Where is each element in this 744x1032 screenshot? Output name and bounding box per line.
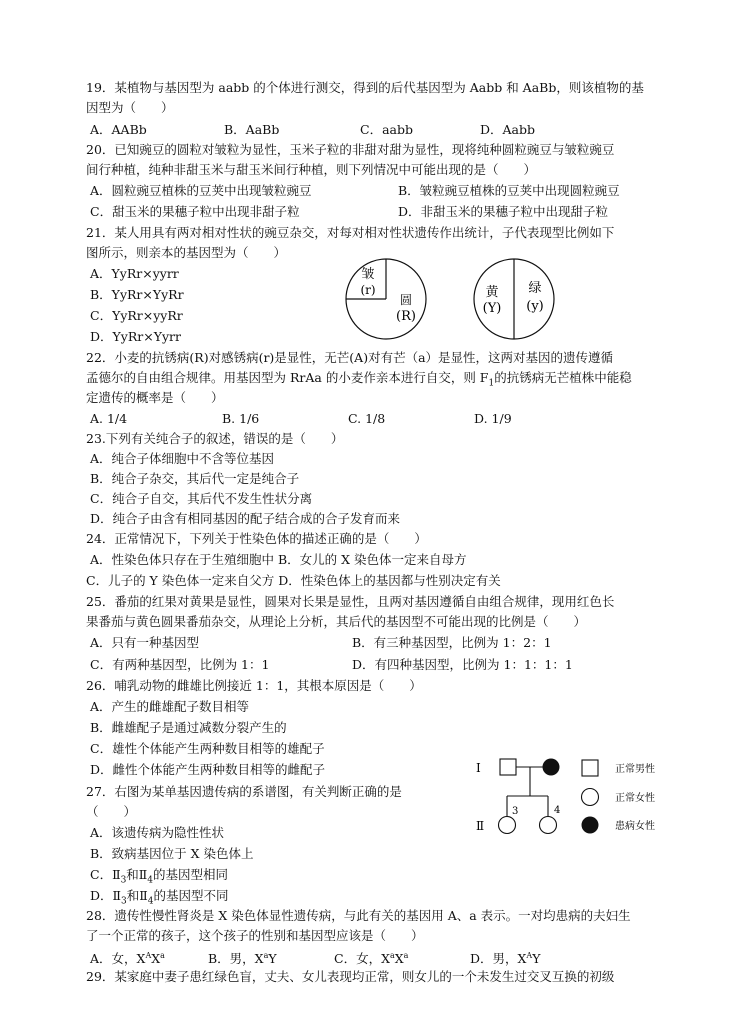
q26-option-a: A．产生的雌雄配子数目相等 bbox=[90, 699, 250, 714]
q24-stem: 24．正常情况下，下列关于性染色体的描述正确的是（ ） bbox=[86, 531, 427, 546]
q19-stem-line2: 因型为（ ） bbox=[86, 100, 174, 115]
q19-option-a: A．AABb bbox=[90, 122, 147, 137]
q28-option-b: B．男，$X^aY$ bbox=[208, 951, 277, 967]
q28-option-d: D．男，$X^AY$ bbox=[470, 951, 541, 967]
legend-normal-female: 正常女性 bbox=[615, 793, 655, 804]
q26-option-b: B．雌雄配子是通过减数分裂产生的 bbox=[90, 720, 287, 735]
q19-option-d: D．Aabb bbox=[480, 122, 536, 137]
q20-option-d: D．非甜玉米的果穗子粒中出现甜子粒 bbox=[398, 204, 609, 219]
q21-pie-charts bbox=[340, 254, 580, 346]
pedigree-num-4: 4 bbox=[554, 805, 561, 816]
pie1-seg2-label: 圆 bbox=[399, 293, 413, 307]
q25-stem-line2: 果番茄与黄色圆果番茄杂交，从理论上分析，其后代的基因型不可能出现的比例是（ ） bbox=[86, 614, 587, 629]
q24-options-ab: A．性染色体只存在于生殖细胞中 B．女儿的 X 染色体一定来自母方 bbox=[90, 552, 467, 567]
q20-option-c: C．甜玉米的果穗子粒中出现非甜子粒 bbox=[90, 204, 300, 219]
pie2-seg2-gene: (y) bbox=[526, 299, 544, 314]
legend-female-symbol bbox=[582, 789, 599, 806]
legend-male-symbol bbox=[582, 760, 598, 776]
q20-option-a: A．圆粒豌豆植株的豆荚中出现皱粒豌豆 bbox=[90, 183, 312, 198]
q27-pedigree bbox=[470, 752, 680, 852]
q25-option-a: A．只有一种基因型 bbox=[90, 635, 200, 650]
legend-affected-symbol bbox=[582, 817, 599, 834]
legend-affected-female: 患病女性 bbox=[615, 821, 655, 832]
pedigree-gen2-label: Ⅱ bbox=[476, 819, 485, 833]
q20-stem-line1: 20．已知豌豆的圆粒对皱粒为显性，玉米子粒的非甜对甜为显性，现将纯种圆粒豌豆与皱粒豌豆 bbox=[86, 142, 615, 157]
q22-stem-line1: 22．小麦的抗锈病(R)对感锈病(r)是显性，无芒(A)对有芒（a）是显性，这两对基因的遗传遵循 bbox=[86, 350, 614, 365]
q25-stem-line1: 25．番茄的红果对黄果是显性，圆果对长果是显性，且两对基因遵循自由组合规律，现用红色长 bbox=[86, 594, 615, 609]
q22-option-b: B. 1/6 bbox=[222, 411, 260, 426]
q20-option-b: B．皱粒豌豆植株的豆荚中出现圆粒豌豆 bbox=[398, 183, 620, 198]
pie2-seg1-gene: (Y) bbox=[482, 301, 502, 316]
q26-option-c: C．雄性个体能产生两种数目相等的雄配子 bbox=[90, 741, 325, 756]
q26-stem: 26．哺乳动物的雌雄比例接近 1：1，其根本原因是（ ） bbox=[86, 678, 422, 693]
legend-normal-male: 正常男性 bbox=[615, 764, 655, 775]
q21-pie2 bbox=[474, 259, 554, 339]
pedigree-ii3-normal-female bbox=[499, 817, 516, 834]
q22-option-a: A. 1/4 bbox=[90, 411, 128, 426]
q20-stem-line2: 间行种植，纯种非甜玉米与甜玉米间行种植，则下列情况中可能出现的是（ ） bbox=[86, 162, 537, 177]
q25-option-d: D．有四种基因型，比例为 1：1：1：1 bbox=[352, 657, 573, 672]
pedigree-num-3: 3 bbox=[512, 806, 519, 817]
q21-option-d: D．YyRr×Yyrr bbox=[90, 329, 181, 344]
q27-option-c: C．$Ⅱ_3$和$Ⅱ_4$的基因型相同 bbox=[90, 867, 229, 886]
q27-stem-line1: 27．右图为某单基因遗传病的系谱图，有关判断正确的是 bbox=[86, 784, 402, 799]
q22-option-c: C. 1/8 bbox=[348, 411, 386, 426]
q23-stem: 23.下列有关纯合子的叙述，错误的是（ ） bbox=[86, 431, 344, 446]
q23-option-c: C．纯合子自交，其后代不发生性状分离 bbox=[90, 491, 313, 506]
q28-option-c: C．女，$X^aX^a$ bbox=[334, 951, 409, 967]
q23-option-b: B．纯合子杂交，其后代一定是纯合子 bbox=[90, 471, 300, 486]
pie1-seg1-label: 皱 bbox=[361, 267, 375, 282]
pie1-seg2-gene: (R) bbox=[396, 309, 416, 324]
q23-option-a: A．纯合子体细胞中不含等位基因 bbox=[90, 451, 275, 466]
q25-option-c: C．有两种基因型，比例为 1：1 bbox=[90, 657, 270, 672]
q19-stem-line1: 19．某植物与基因型为 aabb 的个体进行测交，得到的后代基因型为 Aabb 和 AaBb，则该植物的基 bbox=[86, 80, 644, 95]
q24-options-cd: C．儿子的 Y 染色体一定来自父方 D．性染色体上的基因都与性别决定有关 bbox=[86, 573, 501, 588]
q19-option-b: B．AaBb bbox=[224, 122, 280, 137]
q28-option-a: A．女，$X^AX^a$ bbox=[90, 951, 165, 967]
q21-option-c: C．YyRr×yyRr bbox=[90, 308, 183, 323]
q21-stem-line1: 21．某人用具有两对相对性状的豌豆杂交，对每对相对性状遗传作出统计，子代表现型比例如下 bbox=[86, 225, 615, 240]
pedigree-gen1-label: Ⅰ bbox=[476, 761, 481, 775]
pedigree-ii4-normal-female bbox=[540, 817, 557, 834]
q21-option-a: A．YyRr×yyrr bbox=[90, 266, 179, 281]
q27-stem-line2: （ ） bbox=[86, 804, 137, 819]
q23-option-d: D．纯合子由含有相同基因的配子结合成的合子发育而来 bbox=[90, 511, 401, 526]
q22-option-d: D. 1/9 bbox=[474, 411, 512, 426]
q25-option-b: B．有三种基因型，比例为 1：2：1 bbox=[352, 635, 552, 650]
pedigree-mother-affected-female bbox=[543, 759, 560, 776]
q27-option-d: D．$Ⅱ_3$和$Ⅱ_4$的基因型不同 bbox=[90, 888, 229, 907]
pie1-seg1-gene: (r) bbox=[360, 283, 376, 297]
q28-stem-line2: 了一个正常的孩子，这个孩子的性别和基因型应该是（ ） bbox=[86, 928, 424, 943]
q26-option-d: D．雌性个体能产生两种数目相等的雌配子 bbox=[90, 762, 326, 777]
q27-option-a: A．该遗传病为隐性性状 bbox=[90, 825, 225, 840]
q19-option-c: C．aabb bbox=[360, 122, 413, 137]
q21-option-b: B．YyRr×YyRr bbox=[90, 287, 184, 302]
q27-option-b: B．致病基因位于 X 染色体上 bbox=[90, 846, 254, 861]
q22-stem-line2: 孟德尔的自由组合规律。用基因型为 RrAa 的小麦作亲本进行自交，则 $F_1$的抗锈病无芒植株中能稳 bbox=[86, 370, 632, 389]
q28-stem-line1: 28．遗传性慢性肾炎是 X 染色体显性遗传病，与此有关的基因用 A、a 表示。一对均患病的夫妇生 bbox=[86, 908, 631, 923]
pedigree-father-normal-male bbox=[500, 759, 516, 775]
pie2-seg2-label: 绿 bbox=[528, 281, 542, 296]
q22-stem-line3: 定遗传的概率是（ ） bbox=[86, 390, 224, 405]
q21-stem-line2: 图所示，则亲本的基因型为（ ） bbox=[86, 245, 287, 260]
q29-stem-line1: 29．某家庭中妻子患红绿色盲，丈夫、女儿表现均正常，则女儿的一个未发生过交叉互换的初级 bbox=[86, 969, 615, 984]
q21-pie1 bbox=[346, 259, 426, 339]
pie2-seg1-label: 黄 bbox=[485, 285, 499, 300]
